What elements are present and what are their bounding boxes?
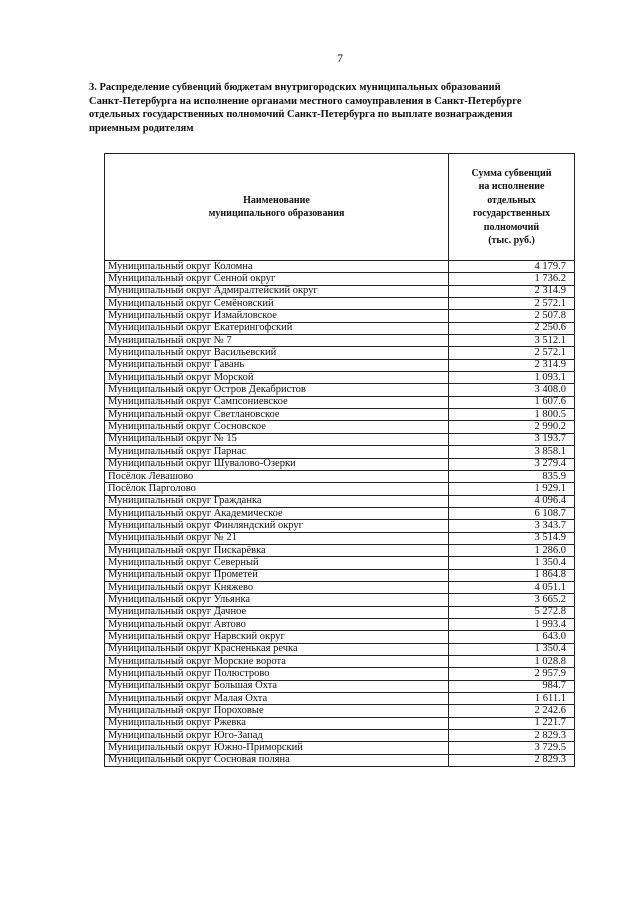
table-row xyxy=(105,544,575,556)
table-row xyxy=(105,730,575,742)
amount-cell: 1 350.4 xyxy=(449,557,575,569)
table-row xyxy=(105,347,575,359)
amount-cell: 1 093.1 xyxy=(449,372,575,384)
table-row xyxy=(105,261,575,273)
table-body xyxy=(105,261,575,767)
municipality-name-cell: Муниципальный округ Сенной округ xyxy=(105,273,449,285)
table-row xyxy=(105,335,575,347)
table-row xyxy=(105,754,575,766)
table-row xyxy=(105,631,575,643)
municipality-name-cell: Муниципальный округ Шувалово-Озерки xyxy=(105,458,449,470)
amount-cell: 1 929.1 xyxy=(449,483,575,495)
table-header-row xyxy=(105,154,575,261)
header-line: Сумма субвенций xyxy=(471,167,552,179)
amount-cell: 4 179.7 xyxy=(449,261,575,273)
municipality-name-cell: Муниципальный округ Коломна xyxy=(105,261,449,273)
municipality-name-cell: Муниципальный округ Южно-Приморский xyxy=(105,742,449,754)
amount-cell: 6 108.7 xyxy=(449,507,575,519)
table-row xyxy=(105,359,575,371)
heading-line: приемным родителям xyxy=(89,122,194,134)
table-row xyxy=(105,409,575,421)
table-row xyxy=(105,372,575,384)
amount-cell: 1 736.2 xyxy=(449,273,575,285)
amount-cell: 2 242.6 xyxy=(449,705,575,717)
amount-cell: 4 096.4 xyxy=(449,495,575,507)
column-header-amount xyxy=(449,154,575,261)
header-line: (тыс. руб.) xyxy=(488,235,535,246)
amount-cell: 2 507.8 xyxy=(449,310,575,322)
municipality-name-cell: Муниципальный округ Автово xyxy=(105,618,449,630)
table-row xyxy=(105,507,575,519)
table-row xyxy=(105,273,575,285)
table-row xyxy=(105,520,575,532)
table-row xyxy=(105,618,575,630)
municipality-name-cell: Муниципальный округ Княжево xyxy=(105,581,449,593)
amount-cell: 1 028.8 xyxy=(449,656,575,668)
amount-cell: 1 864.8 xyxy=(449,569,575,581)
header-line: полномочий xyxy=(483,221,540,233)
municipality-name-cell: Муниципальный округ Ульянка xyxy=(105,594,449,606)
amount-cell: 4 051.1 xyxy=(449,581,575,593)
municipality-name-cell: Муниципальный округ Пискарёвка xyxy=(105,544,449,556)
subventions-table xyxy=(104,153,575,767)
table-row xyxy=(105,298,575,310)
table-row xyxy=(105,458,575,470)
table-row xyxy=(105,384,575,396)
municipality-name-cell: Муниципальный округ Семёновский xyxy=(105,298,449,310)
municipality-name-cell: Муниципальный округ № 21 xyxy=(105,532,449,544)
table-row xyxy=(105,532,575,544)
municipality-name-cell: Муниципальный округ Парнас xyxy=(105,446,449,458)
heading-line: 3. Распределение субвенций бюджетам внутригородских муниципальных образований xyxy=(89,82,501,93)
table-row xyxy=(105,680,575,692)
municipality-name-cell: Муниципальный округ Морской xyxy=(105,372,449,384)
amount-cell: 1 350.4 xyxy=(449,643,575,655)
municipality-name-cell: Муниципальный округ Прометей xyxy=(105,569,449,581)
amount-cell: 2 829.3 xyxy=(449,730,575,742)
section-heading xyxy=(89,81,587,135)
amount-cell: 984.7 xyxy=(449,680,575,692)
municipality-name-cell: Муниципальный округ Нарвский округ xyxy=(105,631,449,643)
amount-cell: 2 957.9 xyxy=(449,668,575,680)
municipality-name-cell: Муниципальный округ Сосновая поляна xyxy=(105,754,449,766)
heading-line: Санкт-Петербурга на исполнение органами местного самоуправления в Санкт-Петербурге xyxy=(89,95,522,107)
table-row xyxy=(105,569,575,581)
municipality-name-cell: Муниципальный округ Академическое xyxy=(105,507,449,519)
amount-cell: 3 729.5 xyxy=(449,742,575,754)
table-row xyxy=(105,557,575,569)
amount-cell: 2 250.6 xyxy=(449,322,575,334)
municipality-name-cell: Муниципальный округ Васильевский xyxy=(105,347,449,359)
municipality-name-cell: Посёлок Парголово xyxy=(105,483,449,495)
table-row xyxy=(105,470,575,482)
table-row xyxy=(105,310,575,322)
amount-cell: 1 221.7 xyxy=(449,717,575,729)
table-row xyxy=(105,606,575,618)
municipality-name-cell: Муниципальный округ Дачное xyxy=(105,606,449,618)
amount-cell: 3 665.2 xyxy=(449,594,575,606)
municipality-name-cell: Муниципальный округ Измайловское xyxy=(105,310,449,322)
amount-cell: 2 572.1 xyxy=(449,347,575,359)
municipality-name-cell: Муниципальный округ Красненькая речка xyxy=(105,643,449,655)
amount-cell: 2 572.1 xyxy=(449,298,575,310)
table-row xyxy=(105,322,575,334)
amount-cell: 3 512.1 xyxy=(449,335,575,347)
amount-cell: 2 990.2 xyxy=(449,421,575,433)
amount-cell: 3 514.9 xyxy=(449,532,575,544)
amount-cell: 5 272.8 xyxy=(449,606,575,618)
municipality-name-cell: Муниципальный округ Екатерингофский xyxy=(105,322,449,334)
municipality-name-cell: Муниципальный округ Сампсониевское xyxy=(105,396,449,408)
municipality-name-cell: Муниципальный округ № 15 xyxy=(105,433,449,445)
municipality-name-cell: Муниципальный округ Гавань xyxy=(105,359,449,371)
amount-cell: 1 993.4 xyxy=(449,618,575,630)
header-line: государственных xyxy=(472,208,551,219)
header-line: Наименование xyxy=(243,194,310,206)
amount-cell: 2 314.9 xyxy=(449,359,575,371)
table-row xyxy=(105,594,575,606)
amount-cell: 3 193.7 xyxy=(449,433,575,445)
municipality-name-cell: Муниципальный округ Северный xyxy=(105,557,449,569)
municipality-name-cell: Муниципальный округ Пороховые xyxy=(105,705,449,717)
table-row xyxy=(105,693,575,705)
amount-cell: 3 408.0 xyxy=(449,384,575,396)
heading-line: отдельных государственных полномочий Санкт-Петербурга по выплате вознаграждения xyxy=(89,109,513,120)
header-line: муниципального образования xyxy=(208,208,345,219)
amount-cell: 835.9 xyxy=(449,470,575,482)
table-row xyxy=(105,581,575,593)
table-row xyxy=(105,446,575,458)
table-row xyxy=(105,742,575,754)
municipality-name-cell: Муниципальный округ Сосновское xyxy=(105,421,449,433)
municipality-name-cell: Муниципальный округ Ржевка xyxy=(105,717,449,729)
column-header-municipality xyxy=(105,154,449,261)
amount-cell: 2 829.3 xyxy=(449,754,575,766)
amount-cell: 1 611.1 xyxy=(449,693,575,705)
municipality-name-cell: Муниципальный округ Полюстрово xyxy=(105,668,449,680)
table-row xyxy=(105,656,575,668)
header-line: отдельных xyxy=(487,194,536,206)
amount-cell: 2 314.9 xyxy=(449,285,575,297)
municipality-name-cell: Муниципальный округ № 7 xyxy=(105,335,449,347)
subventions-table-wrapper xyxy=(104,153,576,767)
municipality-name-cell: Муниципальный округ Финляндский округ xyxy=(105,520,449,532)
amount-cell: 1 800.5 xyxy=(449,409,575,421)
municipality-name-cell: Посёлок Левашово xyxy=(105,470,449,482)
table-row xyxy=(105,433,575,445)
table-row xyxy=(105,421,575,433)
table-row xyxy=(105,668,575,680)
table-row xyxy=(105,643,575,655)
amount-cell: 1 607.6 xyxy=(449,396,575,408)
amount-cell: 1 286.0 xyxy=(449,544,575,556)
table-row xyxy=(105,717,575,729)
municipality-name-cell: Муниципальный округ Остров Декабристов xyxy=(105,384,449,396)
page-number: 7 xyxy=(337,51,343,65)
amount-cell: 3 279.4 xyxy=(449,458,575,470)
amount-cell: 3 343.7 xyxy=(449,520,575,532)
municipality-name-cell: Муниципальный округ Юго-Запад xyxy=(105,730,449,742)
municipality-name-cell: Муниципальный округ Светлановское xyxy=(105,409,449,421)
table-row xyxy=(105,396,575,408)
amount-cell: 3 858.1 xyxy=(449,446,575,458)
table-row xyxy=(105,495,575,507)
amount-cell: 643.0 xyxy=(449,631,575,643)
header-line: на исполнение xyxy=(478,181,545,192)
table-row xyxy=(105,483,575,495)
municipality-name-cell: Муниципальный округ Адмиралтейский округ xyxy=(105,285,449,297)
municipality-name-cell: Муниципальный округ Большая Охта xyxy=(105,680,449,692)
municipality-name-cell: Муниципальный округ Морские ворота xyxy=(105,656,449,668)
table-row xyxy=(105,285,575,297)
municipality-name-cell: Муниципальный округ Малая Охта xyxy=(105,693,449,705)
municipality-name-cell: Муниципальный округ Гражданка xyxy=(105,495,449,507)
table-row xyxy=(105,705,575,717)
